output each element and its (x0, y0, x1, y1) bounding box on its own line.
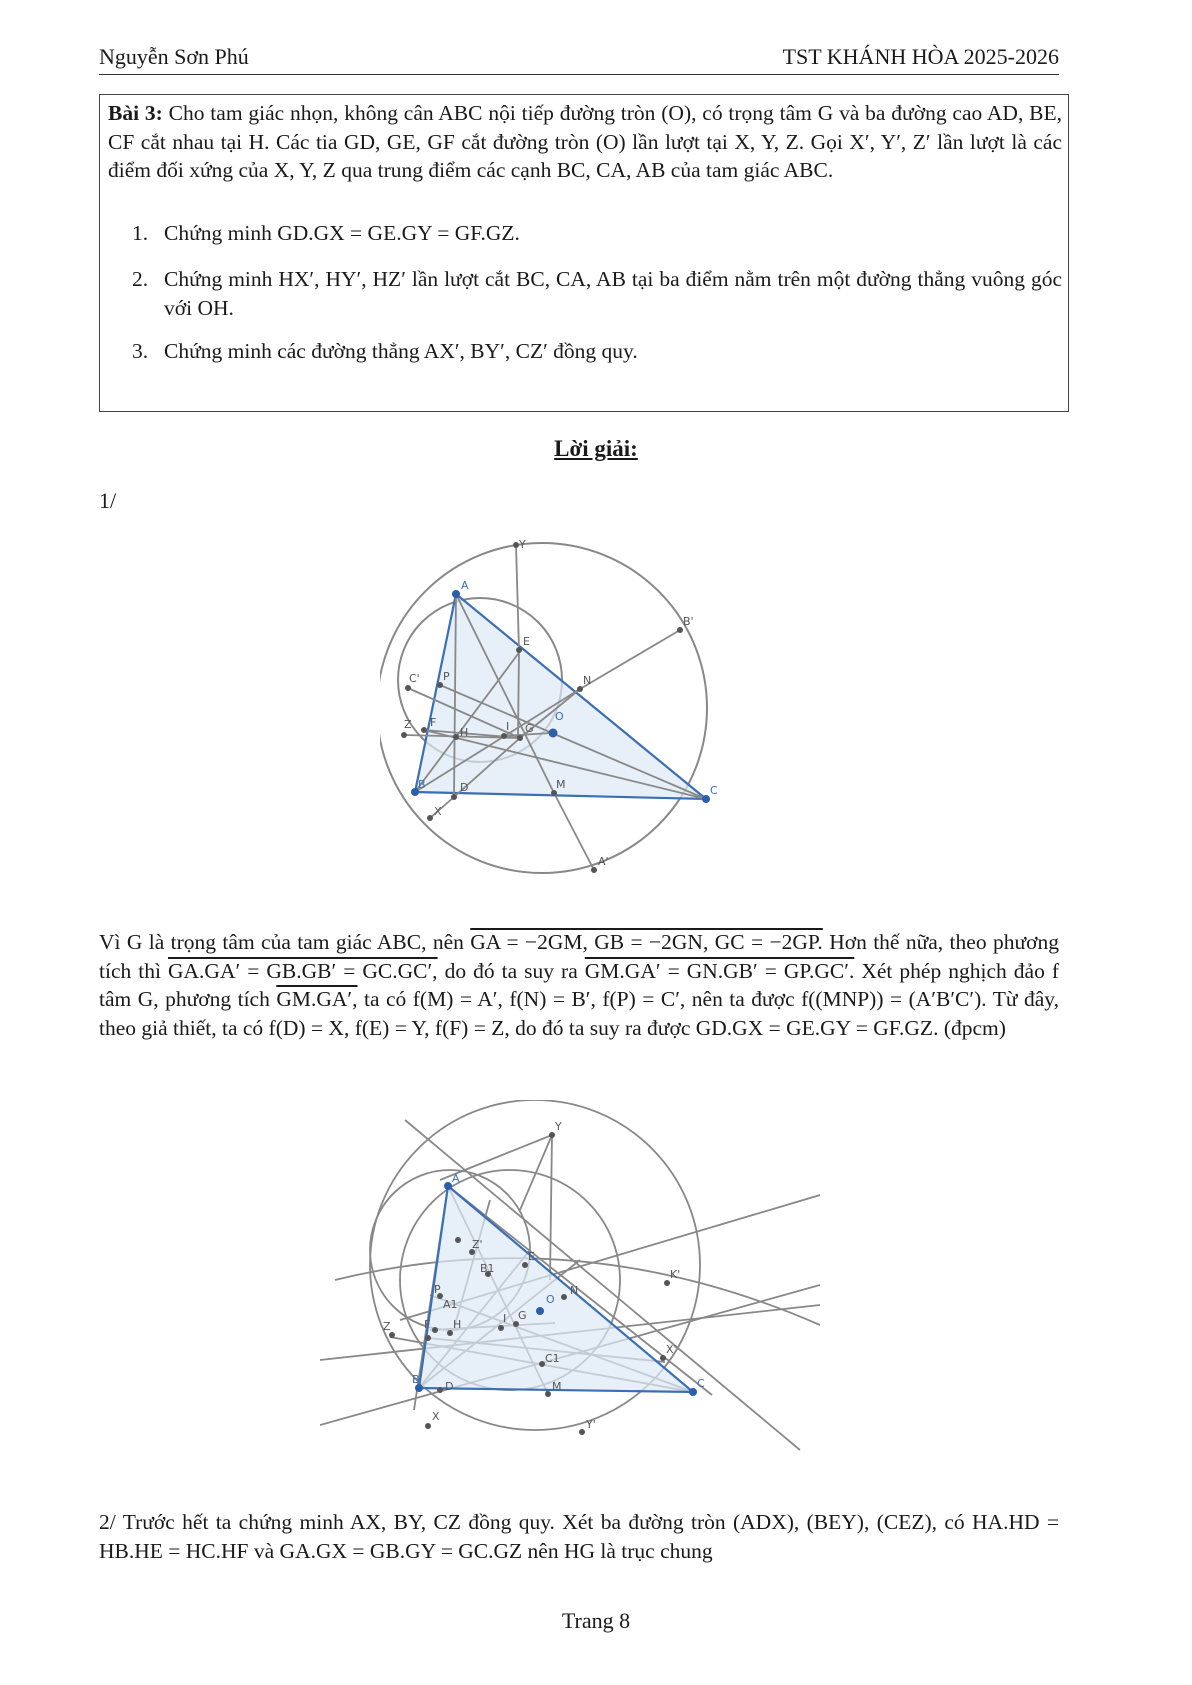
svg-text:B: B (418, 778, 426, 791)
svg-text:A: A (461, 579, 469, 592)
svg-text:C1: C1 (545, 1352, 560, 1365)
problem-item: 1. Chứng minh GD.GX = GE.GY = GF.GZ. (132, 221, 520, 245)
problem-item: 3. Chứng minh các đường thẳng AX′, BY′, CZ′ đồng quy. (132, 339, 638, 363)
svg-text:P: P (443, 670, 450, 683)
svg-text:O: O (546, 1293, 555, 1306)
svg-text:D: D (445, 1380, 454, 1393)
svg-text:F: F (430, 716, 437, 729)
page-header (99, 44, 1059, 75)
figure-1-diagram (380, 540, 740, 890)
svg-text:Y: Y (519, 540, 526, 551)
svg-text:Z: Z (404, 718, 412, 731)
svg-text:X: X (434, 805, 442, 818)
svg-text:H: H (460, 726, 469, 739)
problem-box (99, 94, 1069, 412)
svg-text:A: A (452, 1172, 460, 1185)
problem-title: Bài 3: (108, 101, 163, 125)
svg-text:M: M (556, 778, 566, 791)
part1-label: 1/ (99, 488, 117, 513)
svg-text:P: P (434, 1283, 441, 1296)
svg-text:C: C (697, 1377, 705, 1390)
svg-text:Y': Y' (586, 1418, 596, 1431)
problem-item: 2. Chứng minh HX′, HY′, HZ′ lần lượt cắt BC, CA, AB tại ba điểm nằm trên một đường thẳng vuông góc với OH. (132, 267, 1062, 320)
triangle-abc (415, 594, 706, 799)
svg-text:E: E (523, 635, 530, 648)
svg-text:N: N (583, 674, 592, 687)
problem-statement (108, 99, 1062, 185)
svg-text:B': B' (683, 615, 694, 628)
svg-text:A': A' (598, 855, 609, 868)
solution-part1-paragraph: Vì G là trọng tâm của tam giác ABC, nên GA = −2GM, GB = −2GN, GC = −2GP. Hơn thế nữa, theo phương tích thì GA.GA′ = GB.GB′ = GC.GC′, do đó ta suy ra GM.GA′ = GN.GB′ = GP.GC′. Xét phép nghịch đảo f tâm G, phương tích GM.GA′, ta có f(M) = A′, f(N) = B′, f(P) = C′, nên ta được f((MNP)) = (A′B′C′). Từ đây, theo giả thiết, ta có f(D) = X, f(E) = Y, f(F) = Z, do đó ta suy ra được GD.GX = GE.GY = GF.GZ. (đpcm) (99, 930, 1060, 1040)
svg-text:Y: Y (555, 1120, 562, 1133)
solution-title: Lời giải: (554, 436, 638, 461)
svg-text:O: O (555, 710, 564, 723)
svg-text:M: M (552, 1380, 562, 1393)
svg-text:C: C (710, 784, 718, 797)
svg-text:Z': Z' (472, 1238, 483, 1251)
svg-text:G: G (525, 722, 534, 735)
page-number: Trang 8 (561, 1608, 631, 1633)
contest-title: TST KHÁNH HÒA 2025-2026 (782, 44, 1059, 69)
svg-text:G: G (518, 1309, 527, 1322)
svg-text:B: B (412, 1373, 420, 1386)
svg-text:F: F (424, 1318, 431, 1331)
svg-text:H: H (453, 1318, 462, 1331)
svg-text:E: E (528, 1250, 535, 1263)
svg-text:A1: A1 (443, 1298, 458, 1311)
svg-text:K': K' (670, 1268, 681, 1281)
svg-text:N: N (570, 1284, 579, 1297)
svg-text:Z: Z (383, 1320, 391, 1333)
figure-2-diagram (320, 1100, 820, 1470)
svg-text:X': X' (666, 1343, 677, 1356)
author-name: Nguyễn Sơn Phú (99, 44, 249, 69)
svg-text:C': C' (409, 672, 420, 685)
solution-part2-paragraph: 2/ Trước hết ta chứng minh AX, BY, CZ đồng quy. Xét ba đường tròn (ADX), (BEY), (CEZ), có HA.HD = HB.HE = HC.HF và GA.GX = GB.GY = GC.GZ nên HG là trục chung (99, 1510, 1059, 1563)
svg-text:I: I (506, 720, 510, 733)
svg-text:B1: B1 (480, 1262, 495, 1275)
svg-text:X: X (432, 1410, 440, 1423)
svg-text:D: D (460, 781, 469, 794)
svg-text:I: I (503, 1312, 507, 1325)
problem-statement-text: Cho tam giác nhọn, không cân ABC nội tiếp đường tròn (O), có trọng tâm G và ba đường cao AD, BE, CF cắt nhau tại H. Các tia GD, GE, GF cắt đường tròn (O) lần lượt tại X, Y, Z. Gọi X′, Y′, Z′ lần lượt là các điểm đối xứng của X, Y, Z qua trung điểm các cạnh BC, CA, AB của tam giác ABC. (108, 101, 1062, 182)
